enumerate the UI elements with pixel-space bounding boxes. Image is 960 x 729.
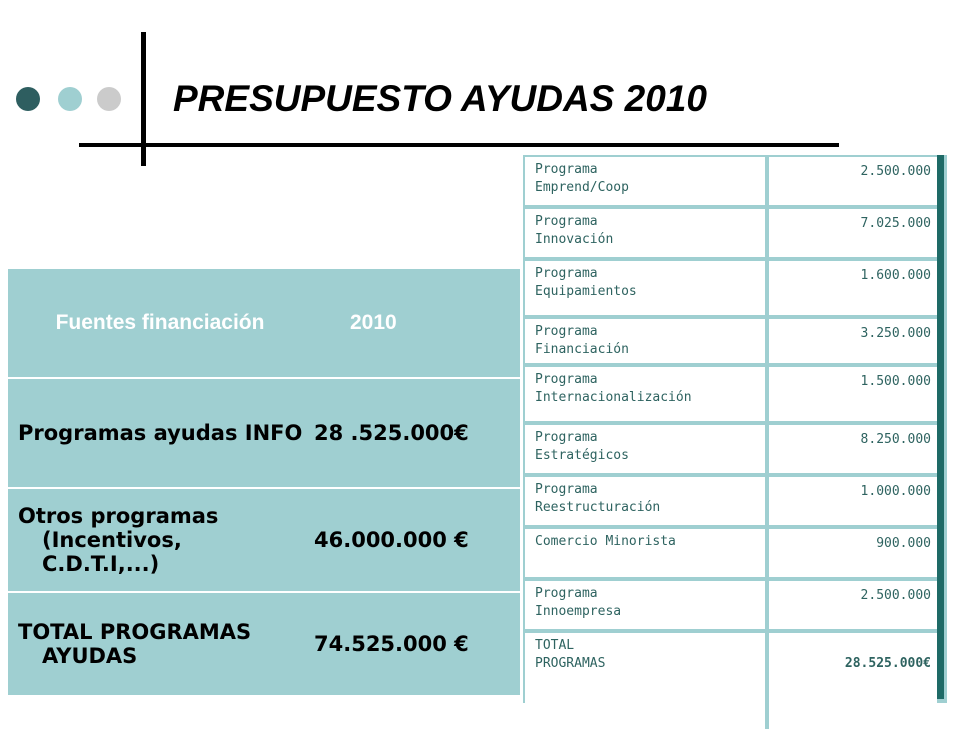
page-title: PRESUPUESTO AYUDAS 2010 <box>173 78 707 119</box>
decorative-dot-light <box>58 87 82 111</box>
table-row <box>525 261 937 319</box>
total-label-line: PROGRAMAS <box>535 656 606 671</box>
row-label-line: Programas ayudas INFO <box>18 421 303 445</box>
table-row <box>8 488 520 592</box>
program-name <box>525 261 769 319</box>
program-name-line: Programa <box>535 482 598 497</box>
table-row <box>8 592 520 695</box>
program-name <box>525 157 769 209</box>
row-label-line: (Incentivos, <box>42 528 182 552</box>
program-name-line: Programa <box>535 162 598 177</box>
total-label <box>525 633 769 729</box>
program-name-line: Programa <box>535 214 598 229</box>
program-amount: 7.025.000 <box>769 209 937 261</box>
program-amount: 900.000 <box>769 529 937 581</box>
table-row <box>525 209 937 261</box>
program-name-line: Innoempresa <box>535 604 622 619</box>
program-name-line: Programa <box>535 430 598 445</box>
table-row <box>525 367 937 425</box>
program-name <box>525 319 769 367</box>
program-name-line: Estratégicos <box>535 448 629 463</box>
row-label-line: Otros programas <box>18 504 219 528</box>
row-value: 74.525.000 € <box>308 592 520 695</box>
program-name-line: Programa <box>535 372 598 387</box>
program-name <box>525 209 769 261</box>
table-row <box>525 157 937 209</box>
total-amount: 28.525.000€ <box>769 633 937 729</box>
row-label-line: TOTAL PROGRAMAS <box>18 620 252 644</box>
row-label-line: C.D.T.I,...) <box>42 552 160 576</box>
program-name <box>525 477 769 529</box>
program-amount: 3.250.000 <box>769 319 937 367</box>
program-amount: 1.600.000 <box>769 261 937 319</box>
row-label <box>8 592 308 695</box>
row-label-line: AYUDAS <box>42 644 138 668</box>
program-name-line: Innovación <box>535 232 614 247</box>
total-label-line: TOTAL <box>535 638 575 653</box>
title-horizontal-rule <box>79 143 839 147</box>
table-row <box>525 425 937 477</box>
decorative-dot-grey <box>97 87 121 111</box>
table-row <box>525 581 937 633</box>
table-row <box>525 529 937 581</box>
program-name-line: Comercio Minorista <box>535 534 676 549</box>
table-row <box>525 477 937 529</box>
program-name <box>525 425 769 477</box>
funding-sources-table <box>8 269 520 695</box>
program-name-line: Programa <box>535 324 598 339</box>
program-amount: 2.500.000 <box>769 157 937 209</box>
program-name-line: Emprend/Coop <box>535 180 629 195</box>
program-name <box>525 581 769 633</box>
row-label <box>8 488 308 592</box>
program-name-line: Equipamientos <box>535 284 637 299</box>
program-name-line: Financiación <box>535 342 629 357</box>
row-value: 28 .525.000€ <box>308 378 520 488</box>
decorative-dot-dark <box>16 87 40 111</box>
table-row <box>8 378 520 488</box>
table-row <box>525 319 937 367</box>
funding-table-header <box>8 269 520 378</box>
programs-table <box>525 157 937 729</box>
header-year: 2010 <box>308 269 520 378</box>
programs-table-edge <box>937 155 944 699</box>
program-amount: 8.250.000 <box>769 425 937 477</box>
header-sources: Fuentes financiación <box>8 269 308 378</box>
program-amount: 2.500.000 <box>769 581 937 633</box>
row-value: 46.000.000 € <box>308 488 520 592</box>
program-name-line: Programa <box>535 586 598 601</box>
row-label <box>8 378 308 488</box>
program-name <box>525 529 769 581</box>
program-name <box>525 367 769 425</box>
program-name-line: Internacionalización <box>535 390 692 405</box>
program-name-line: Reestructuración <box>535 500 661 515</box>
total-row <box>525 633 937 729</box>
program-amount: 1.000.000 <box>769 477 937 529</box>
program-name-line: Programa <box>535 266 598 281</box>
program-amount: 1.500.000 <box>769 367 937 425</box>
